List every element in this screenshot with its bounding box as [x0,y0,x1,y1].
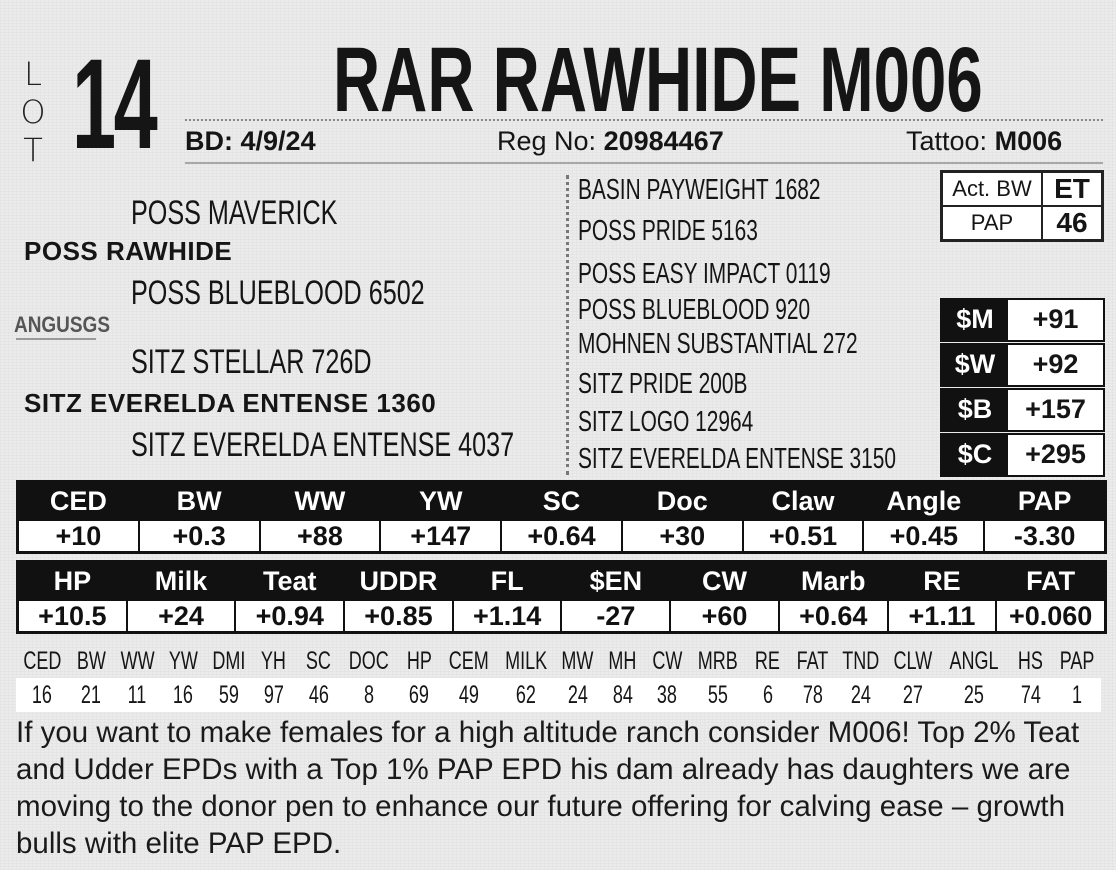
pedigree-ancestor: SITZ LOGO 12964 [578,406,754,438]
percentile-header: MRB [697,647,738,675]
bd-label: BD: [185,126,233,156]
pedigree-ancestor: POSS BLUEBLOOD 920 [578,294,811,326]
act-bw-label: Act. BW [942,172,1042,206]
percentile-value [1053,678,1101,712]
birth-measures-box [940,170,1104,242]
percentile-header: PAP [1059,647,1095,675]
tattoo-value: M006 [994,126,1063,156]
percentile-value-text: 25 [963,681,984,709]
percentile-value-text: 84 [612,681,633,709]
id-divider [185,162,1103,164]
percentile-value-text: 1 [1071,681,1082,709]
epd-header: HP [19,563,126,599]
percentile-value-text: 21 [81,681,102,709]
epd-header: WW [261,483,380,519]
percentile-table [16,644,1101,712]
epd-value: +30 [623,521,742,551]
percentile-value-text: 16 [32,681,53,709]
pedigree-ancestor: BASIN PAYWEIGHT 1682 [578,174,821,206]
epd-value: +0.51 [744,521,863,551]
percentile-header: YW [168,647,198,675]
percentile-value [690,678,746,712]
epd-header: FAT [997,563,1104,599]
lot-number: 14 [72,33,156,176]
animal-name: RAR RAWHIDE M006 [333,29,983,131]
epd-value: +147 [381,521,500,551]
birth-date [185,126,316,157]
percentile-header: CEM [449,647,490,675]
percentile-value [69,678,114,712]
pedigree-ancestor: SITZ EVERELDA ENTENSE 3150 [578,443,896,475]
percentile-value [341,678,397,712]
lot-letter: L [24,55,42,93]
index-label: $B [942,390,1008,430]
percentile-value-text: 97 [263,681,284,709]
epd-header: CED [19,483,138,519]
percentile-value [886,678,940,712]
percentile-value-text: 38 [657,681,678,709]
percentile-value [296,678,341,712]
bd-value: 4/9/24 [240,126,316,156]
epd-value: +0.85 [345,601,452,631]
pedigree-ancestor: POSS EASY IMPACT 0119 [578,258,831,290]
epd-value: +0.3 [140,521,259,551]
epd-header: Angle [864,483,983,519]
percentile-header: HS [1017,647,1043,675]
epd-value: +10 [19,521,138,551]
epd-value: -27 [562,601,669,631]
epd-table-2 [16,560,1107,634]
epd-header: YW [381,483,500,519]
index-value: +92 [1008,345,1103,385]
index-label: $M [942,300,1008,340]
epd-value: +0.64 [502,521,621,551]
percentile-value-text: 16 [173,681,194,709]
percentile-header: TND [842,647,880,675]
index-m [940,298,1105,342]
percentile-value-text: 55 [707,681,728,709]
epd-value: +1.14 [454,601,561,631]
percentile-header: SC [306,647,332,675]
sire: POSS RAWHIDE [24,236,233,266]
epd-value: -3.30 [985,521,1104,551]
percentile-value [835,678,886,712]
percentile-value [397,678,442,712]
percentile-value [555,678,600,712]
reg-value: 20984467 [603,126,724,156]
epd-value: +88 [261,521,380,551]
index-label: $C [942,435,1008,475]
epd-table-1 [16,480,1107,554]
lot-letter: O [20,93,46,131]
percentile-value-text: 8 [363,681,374,709]
percentile-header: FAT [796,647,829,675]
percentile-value-text: 49 [459,681,480,709]
angus-gs-logo [14,310,112,348]
percentile-value [161,678,206,712]
epd-header: RE [889,563,996,599]
pap-measure-label: PAP [942,206,1042,240]
epd-header: $EN [562,563,669,599]
dam-dam: SITZ EVERELDA ENTENSE 4037 [131,426,515,464]
epd-header: BW [140,483,259,519]
dam-sire: SITZ STELLAR 726D [131,343,372,381]
epd-header: Doc [623,483,742,519]
index-label: $W [942,345,1008,385]
act-bw-value: ET [1042,172,1102,206]
percentile-header: CW [652,647,683,675]
epd-value: +60 [671,601,778,631]
percentile-header: RE [755,647,781,675]
epd-value: +0.64 [780,601,887,631]
percentile-header: CED [23,647,62,675]
epd-header: FL [454,563,561,599]
percentile-header: ANGL [949,647,999,675]
percentile-value [600,678,645,712]
percentile-header: DOC [348,647,389,675]
percentile-header: BW [76,647,106,675]
pedigree-ancestor: MOHNEN SUBSTANTIAL 272 [578,328,858,360]
title-divider [185,119,1103,121]
pedigree-ancestor: SITZ PRIDE 200B [578,368,748,400]
epd-value: +0.94 [236,601,343,631]
percentile-value-text: 27 [903,681,924,709]
logo-wordmark: ANGUSGS [14,312,110,337]
percentile-value [790,678,835,712]
percentile-value [645,678,690,712]
lot-letter: T [23,131,43,169]
epd-value: +1.11 [889,601,996,631]
percentile-value [16,678,69,712]
pedigree-ancestor: POSS PRIDE 5163 [578,215,758,247]
percentile-value [114,678,161,712]
epd-header: PAP [985,483,1104,519]
percentile-value-text: 46 [308,681,329,709]
index-value: +295 [1008,435,1103,475]
index-w [940,343,1105,387]
lot-label [20,55,46,169]
pedigree-divider [566,175,569,475]
percentile-value [745,678,790,712]
epd-header: CW [671,563,778,599]
percentile-value-text: 62 [516,681,537,709]
reg-label: Reg No: [497,126,597,156]
percentile-value-text: 6 [762,681,773,709]
percentile-value [1008,678,1053,712]
percentile-value [206,678,252,712]
percentile-header: MH [608,647,637,675]
percentile-header: WW [120,647,155,675]
percentile-value [441,678,497,712]
percentile-header: MW [561,647,594,675]
percentile-value [251,678,296,712]
percentile-header: YH [261,647,287,675]
percentile-value-text: 78 [802,681,823,709]
percentile-header: HP [406,647,432,675]
index-c [940,433,1105,477]
percentile-value-text: 24 [850,681,871,709]
percentile-value-text: 59 [218,681,239,709]
tattoo-label: Tattoo: [906,126,988,156]
percentile-value-text: 24 [567,681,588,709]
percentile-header: CLW [893,647,933,675]
epd-header: Claw [744,483,863,519]
percentile-value-text: 74 [1020,681,1041,709]
epd-header: Milk [128,563,235,599]
percentile-value [940,678,1008,712]
epd-header: SC [502,483,621,519]
pap-measure-value: 46 [1042,206,1102,240]
index-value: +157 [1008,390,1103,430]
sire-dam: POSS BLUEBLOOD 6502 [131,274,425,312]
epd-header: Teat [236,563,343,599]
percentile-header: MILK [505,647,548,675]
sire-sire: POSS MAVERICK [131,194,338,232]
percentile-value-text: 69 [408,681,429,709]
epd-value: +0.45 [864,521,983,551]
epd-value: +10.5 [19,601,126,631]
lot-description: If you want to make females for a high altitude ranch consider M006! Top 2% Teat and Udder EPDs with a Top 1% PAP EPD his dam already has daughters we are moving to the donor pen to enhance our future offering for calving ease – growth bulls with elite PAP EPD. [16,716,1080,860]
epd-value: +24 [128,601,235,631]
percentile-value-text: 11 [127,681,147,709]
epd-header: UDDR [345,563,452,599]
epd-header: Marb [780,563,887,599]
epd-value: +0.060 [997,601,1104,631]
tattoo [906,126,1062,157]
registration-number [497,126,724,157]
index-value: +91 [1008,300,1103,340]
percentile-header: DMI [212,647,246,675]
percentile-value [497,678,555,712]
index-b [940,388,1105,432]
dam: SITZ EVERELDA ENTENSE 1360 [24,388,437,418]
